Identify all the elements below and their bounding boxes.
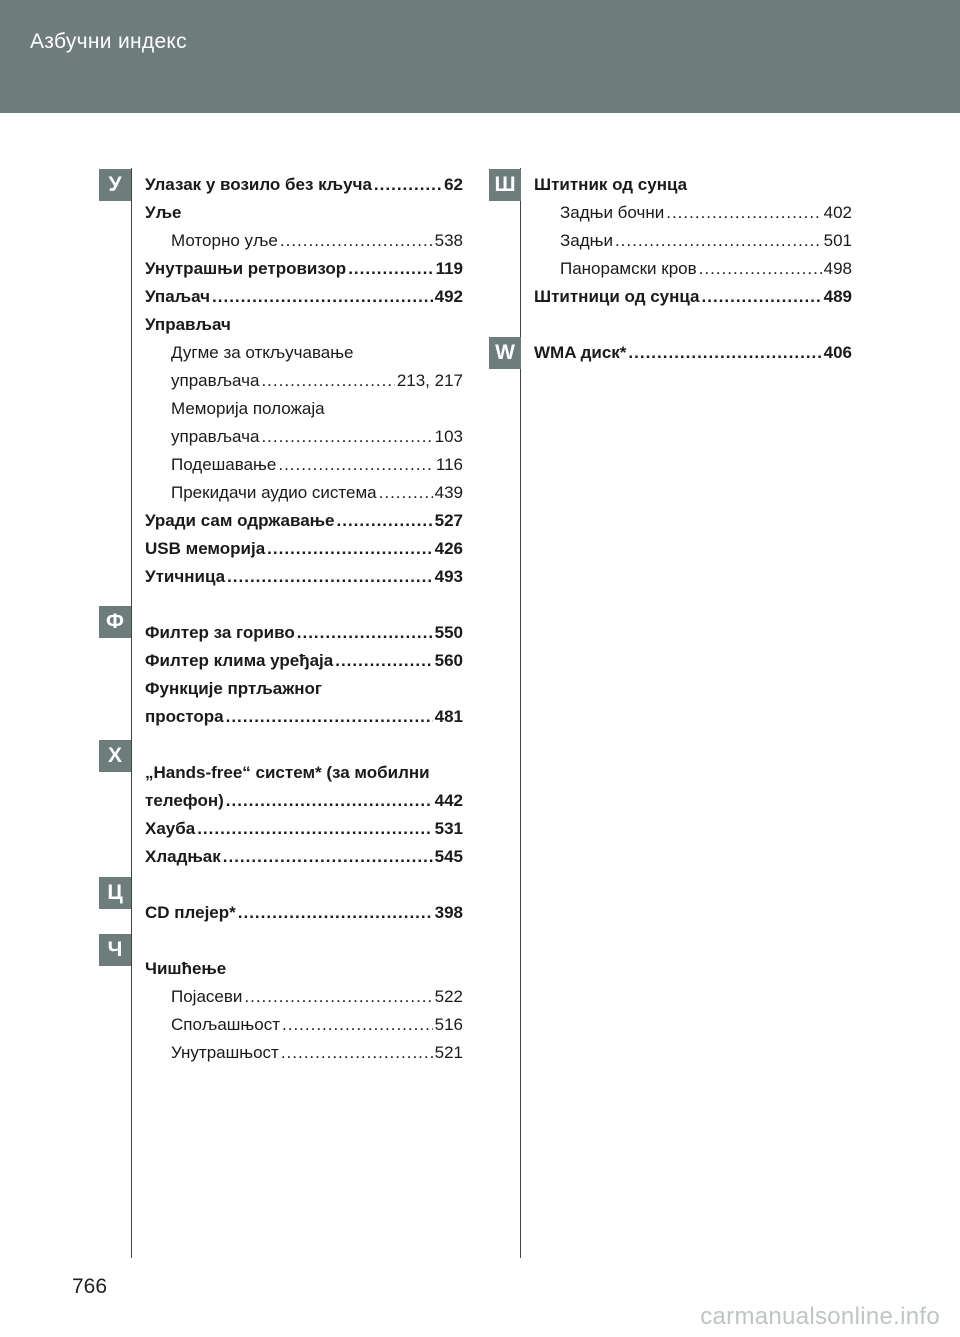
index-entry[interactable]: Упаљач ..... 492 [145, 283, 463, 311]
letter-tab-c: Ц [99, 877, 131, 909]
index-column-left [145, 171, 463, 1067]
index-entry[interactable]: Утичница ..... 493 [145, 563, 463, 591]
page-number: 766 [72, 1275, 108, 1298]
index-subentry[interactable]: Задњи ..... 501 [534, 227, 852, 255]
index-entry[interactable]: Филтер клима уређаја ..... 560 [145, 647, 463, 675]
index-entry[interactable]: Функције пртљажног простора ..... 481 [145, 675, 463, 731]
index-entry[interactable]: Унутрашњи ретровизор ..... 119 [145, 255, 463, 283]
letter-tab-ch: Ч [99, 934, 131, 966]
index-entry[interactable]: Улазак у возило без кључа ..... 62 [145, 171, 463, 199]
index-entry[interactable]: Уради сам одржавање ..... 527 [145, 507, 463, 535]
index-entry[interactable]: Хладњак ..... 545 [145, 843, 463, 871]
index-entry: Управљач [145, 315, 231, 334]
index-subentry[interactable]: Унутрашњост ..... 521 [145, 1039, 463, 1067]
index-subentry[interactable]: Панорамски кров ..... 498 [534, 255, 852, 283]
index-entry[interactable]: Филтер за гориво ..... 550 [145, 619, 463, 647]
index-entry[interactable]: WMA диск* ..... 406 [534, 339, 852, 367]
section-title: Азбучни индекс [30, 30, 187, 53]
letter-tab-h: Х [99, 740, 131, 772]
index-subentry[interactable]: Моторно уље ..... 538 [145, 227, 463, 255]
index-entry[interactable]: „Hands-free“ систем* (за мобилни телефон) ..... 442 [145, 759, 463, 815]
letter-tab-sh: Ш [489, 169, 521, 201]
index-entry: Чишћење [145, 959, 227, 978]
index-subentry[interactable]: Спољашњост ..... 516 [145, 1011, 463, 1039]
column-divider-left [131, 168, 132, 1258]
index-entry[interactable]: Хауба ..... 531 [145, 815, 463, 843]
letter-tab-u: У [99, 169, 131, 201]
letter-tab-w: W [489, 337, 521, 369]
index-subentry[interactable]: Меморија положаја управљача ..... 103 [145, 395, 463, 451]
index-entry[interactable]: USB меморија ..... 426 [145, 535, 463, 563]
index-entry: Штитник од сунца [534, 175, 688, 194]
index-subentry[interactable]: Прекидачи аудио система ..... 439 [145, 479, 463, 507]
index-entry[interactable]: CD плејер* ..... 398 [145, 899, 463, 927]
index-entry[interactable]: Штитници од сунца ..... 489 [534, 283, 852, 311]
index-entry: Уље [145, 203, 182, 222]
index-subentry[interactable]: Појасеви ..... 522 [145, 983, 463, 1011]
index-column-right [534, 171, 852, 367]
column-divider-right [520, 168, 521, 1258]
watermark: carmanualsonline.info [700, 1303, 940, 1330]
index-subentry[interactable]: Дугме за откључавање управљача ..... 213, 217 [145, 339, 463, 395]
index-subentry[interactable]: Задњи бочни ..... 402 [534, 199, 852, 227]
letter-tab-f: Ф [99, 606, 131, 638]
index-subentry[interactable]: Подешавање ..... 116 [145, 451, 463, 479]
page-header [0, 0, 960, 113]
